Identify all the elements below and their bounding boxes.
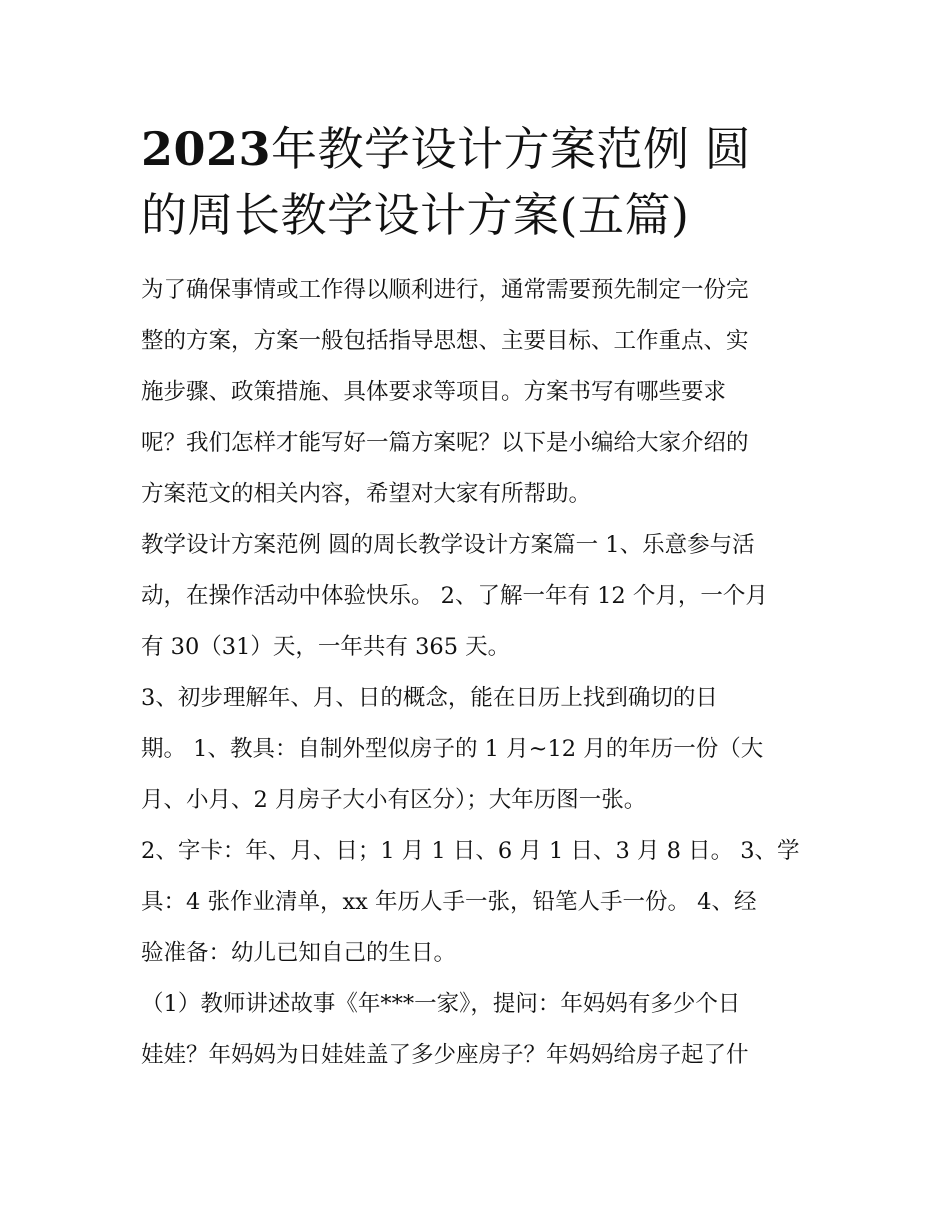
- text-line: 有 30（31）天，一年共有 365 天。: [141, 634, 511, 660]
- text-line: 月、小月、2 月房子大小有区分）；大年历图一张。: [141, 787, 647, 813]
- document-title: [141, 116, 818, 248]
- paragraph-activity: [141, 979, 818, 1081]
- text-line: 呢？我们怎样才能写好一篇方案呢？以下是小编给大家介绍的: [141, 430, 749, 456]
- title-year: 2023: [141, 122, 272, 176]
- text-line: 施步骤、政策措施、具体要求等项目。方案书写有哪些要求: [141, 379, 727, 405]
- text-line: 教学设计方案范例 圆的周长教学设计方案篇一 1、乐意参与活: [141, 532, 755, 558]
- text-line: 3、初步理解年、月、日的概念，能在日历上找到确切的日: [141, 685, 718, 711]
- title-line-1: [141, 116, 818, 182]
- paragraph-materials: [141, 826, 818, 979]
- text-line: 具：4 张作业清单，xx 年历人手一张，铅笔人手一份。 4、经: [141, 889, 757, 915]
- text-line: 2、字卡：年、月、日；1 月 1 日、6 月 1 日、3 月 8 日。 3、学: [141, 838, 800, 864]
- paragraph-concepts: [141, 673, 818, 826]
- title-line-1-text: 年教学设计方案范例 圆: [271, 122, 752, 176]
- text-line: 整的方案，方案一般包括指导思想、主要目标、工作重点、实: [141, 328, 749, 354]
- text-line: 动，在操作活动中体验快乐。 2、了解一年有 12 个月，一个月: [141, 583, 768, 609]
- text-line: 娃娃？年妈妈为日娃娃盖了多少座房子？年妈妈给房子起了什: [141, 1042, 749, 1068]
- document-body: [141, 265, 818, 1081]
- text-line: 期。 1、教具：自制外型似房子的 1 月~12 月的年历一份（大: [141, 736, 764, 762]
- text-line: 方案范文的相关内容，希望对大家有所帮助。: [141, 481, 592, 507]
- text-line: 验准备：幼儿已知自己的生日。: [141, 940, 457, 966]
- text-line: 为了确保事情或工作得以顺利进行，通常需要预先制定一份完: [141, 277, 749, 303]
- paragraph-goals: [141, 520, 818, 673]
- title-line-2: 的周长教学设计方案(五篇): [141, 188, 690, 242]
- text-line: （1）教师讲述故事《年***一家》，提问：年妈妈有多少个日: [141, 991, 741, 1017]
- paragraph-intro: [141, 265, 818, 520]
